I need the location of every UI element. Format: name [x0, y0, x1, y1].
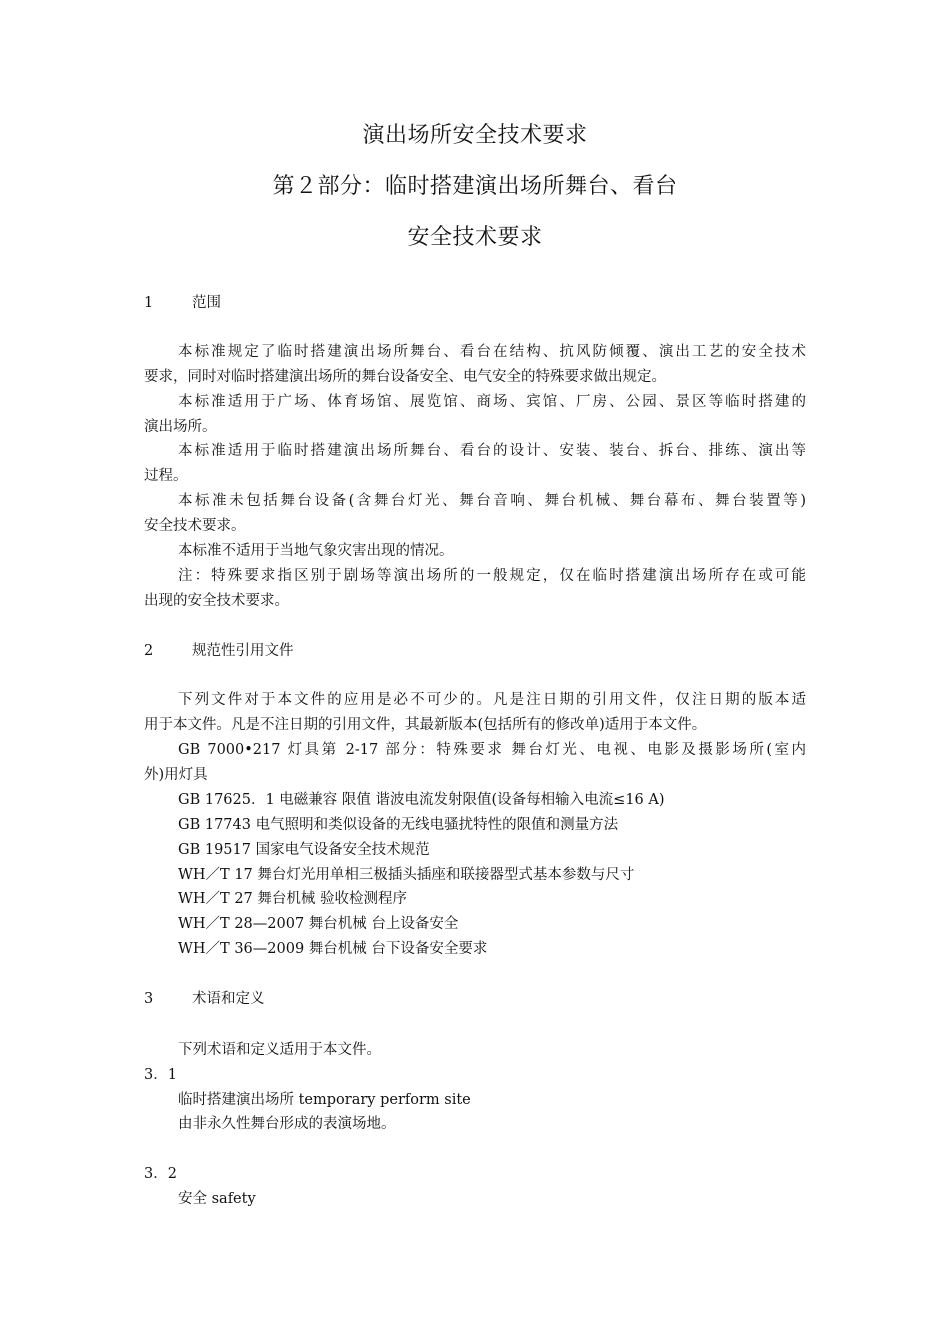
section-1-paragraph-4-line-2: 安全技术要求。: [144, 518, 246, 534]
section-1-note-line-2: 出现的安全技术要求。: [144, 593, 289, 609]
section-1-paragraph-3-line-1: 本标准适用于临时搭建演出场所舞台、看台的设计、安装、装台、拆台、排练、演出等: [178, 443, 806, 459]
reference-1-line-2: 外)用灯具: [144, 767, 208, 783]
reference-4: GB 19517 国家电气设备安全技术规范: [178, 842, 430, 858]
reference-6: WH／T 27 舞台机械 验收检测程序: [178, 891, 407, 907]
section-1-paragraph-1-line-1: 本标准规定了临时搭建演出场所舞台、看台在结构、抗风防倾覆、演出工艺的安全技术: [178, 344, 806, 360]
term-3-2-number: 3．2: [144, 1166, 177, 1182]
document-title-line-1: 演出场所安全技术要求: [362, 123, 588, 148]
section-1-heading: [144, 293, 221, 313]
document-title-line-3: 安全技术要求: [407, 225, 543, 250]
term-3-1-title: 临时搭建演出场所 temporary perform site: [178, 1092, 471, 1108]
term-3-1-number: 3．1: [144, 1067, 177, 1083]
reference-2: GB 17625．1 电磁兼容 限值 谐波电流发射限值(设备每相输入电流≤16 A): [178, 792, 665, 808]
section-number: 3: [144, 991, 154, 1007]
document-title-line-2: 第２部分：临时搭建演出场所舞台、看台: [272, 174, 678, 199]
reference-7: WH／T 28—2007 舞台机械 台上设备安全: [178, 916, 459, 932]
section-3-intro: 下列术语和定义适用于本文件。: [178, 1042, 381, 1058]
term-3-1-definition: 由非永久性舞台形成的表演场地。: [178, 1116, 396, 1132]
section-3-heading: [144, 989, 265, 1009]
term-3-2-title: 安全 safety: [178, 1191, 256, 1207]
section-1-note-line-1: 注：特殊要求指区别于剧场等演出场所的一般规定，仅在临时搭建演出场所存在或可能: [178, 568, 806, 584]
reference-3: GB 17743 电气照明和类似设备的无线电骚扰特性的限值和测量方法: [178, 817, 619, 833]
reference-8: WH／T 36—2009 舞台机械 台下设备安全要求: [178, 941, 488, 957]
section-1-paragraph-1-line-2: 要求，同时对临时搭建演出场所的舞台设备安全、电气安全的特殊要求做出规定。: [144, 369, 666, 385]
section-2-heading: [144, 641, 294, 661]
section-1-paragraph-2-line-2: 演出场所。: [144, 419, 217, 435]
section-1-paragraph-2-line-1: 本标准适用于广场、体育场馆、展览馆、商场、宾馆、厂房、公园、景区等临时搭建的: [178, 394, 806, 410]
section-1-paragraph-5: 本标准不适用于当地气象灾害出现的情况。: [178, 543, 454, 559]
section-2-paragraph-1-line-2: 用于本文件。凡是不注日期的引用文件，其最新版本(包括所有的修改单)适用于本文件。: [144, 717, 707, 733]
section-2-paragraph-1-line-1: 下列文件对于本文件的应用是必不可少的。凡是注日期的引用文件，仅注日期的版本适: [178, 692, 806, 708]
reference-5: WH／T 17 舞台灯光用单相三极插头插座和联接器型式基本参数与尺寸: [178, 867, 635, 883]
section-title: 规范性引用文件: [192, 643, 294, 659]
section-title: 术语和定义: [192, 991, 265, 1007]
reference-1-line-1: GB 7000•217 灯具第 2-17 部分：特殊要求 舞台灯光、电视、电影及摄影场所(室内: [178, 742, 806, 758]
section-title: 范围: [192, 295, 221, 311]
section-number: 2: [144, 643, 154, 659]
section-1-paragraph-3-line-2: 过程。: [144, 468, 188, 484]
section-1-paragraph-4-line-1: 本标准未包括舞台设备(含舞台灯光、舞台音响、舞台机械、舞台幕布、舞台装置等): [178, 493, 806, 509]
section-number: 1: [144, 295, 154, 311]
